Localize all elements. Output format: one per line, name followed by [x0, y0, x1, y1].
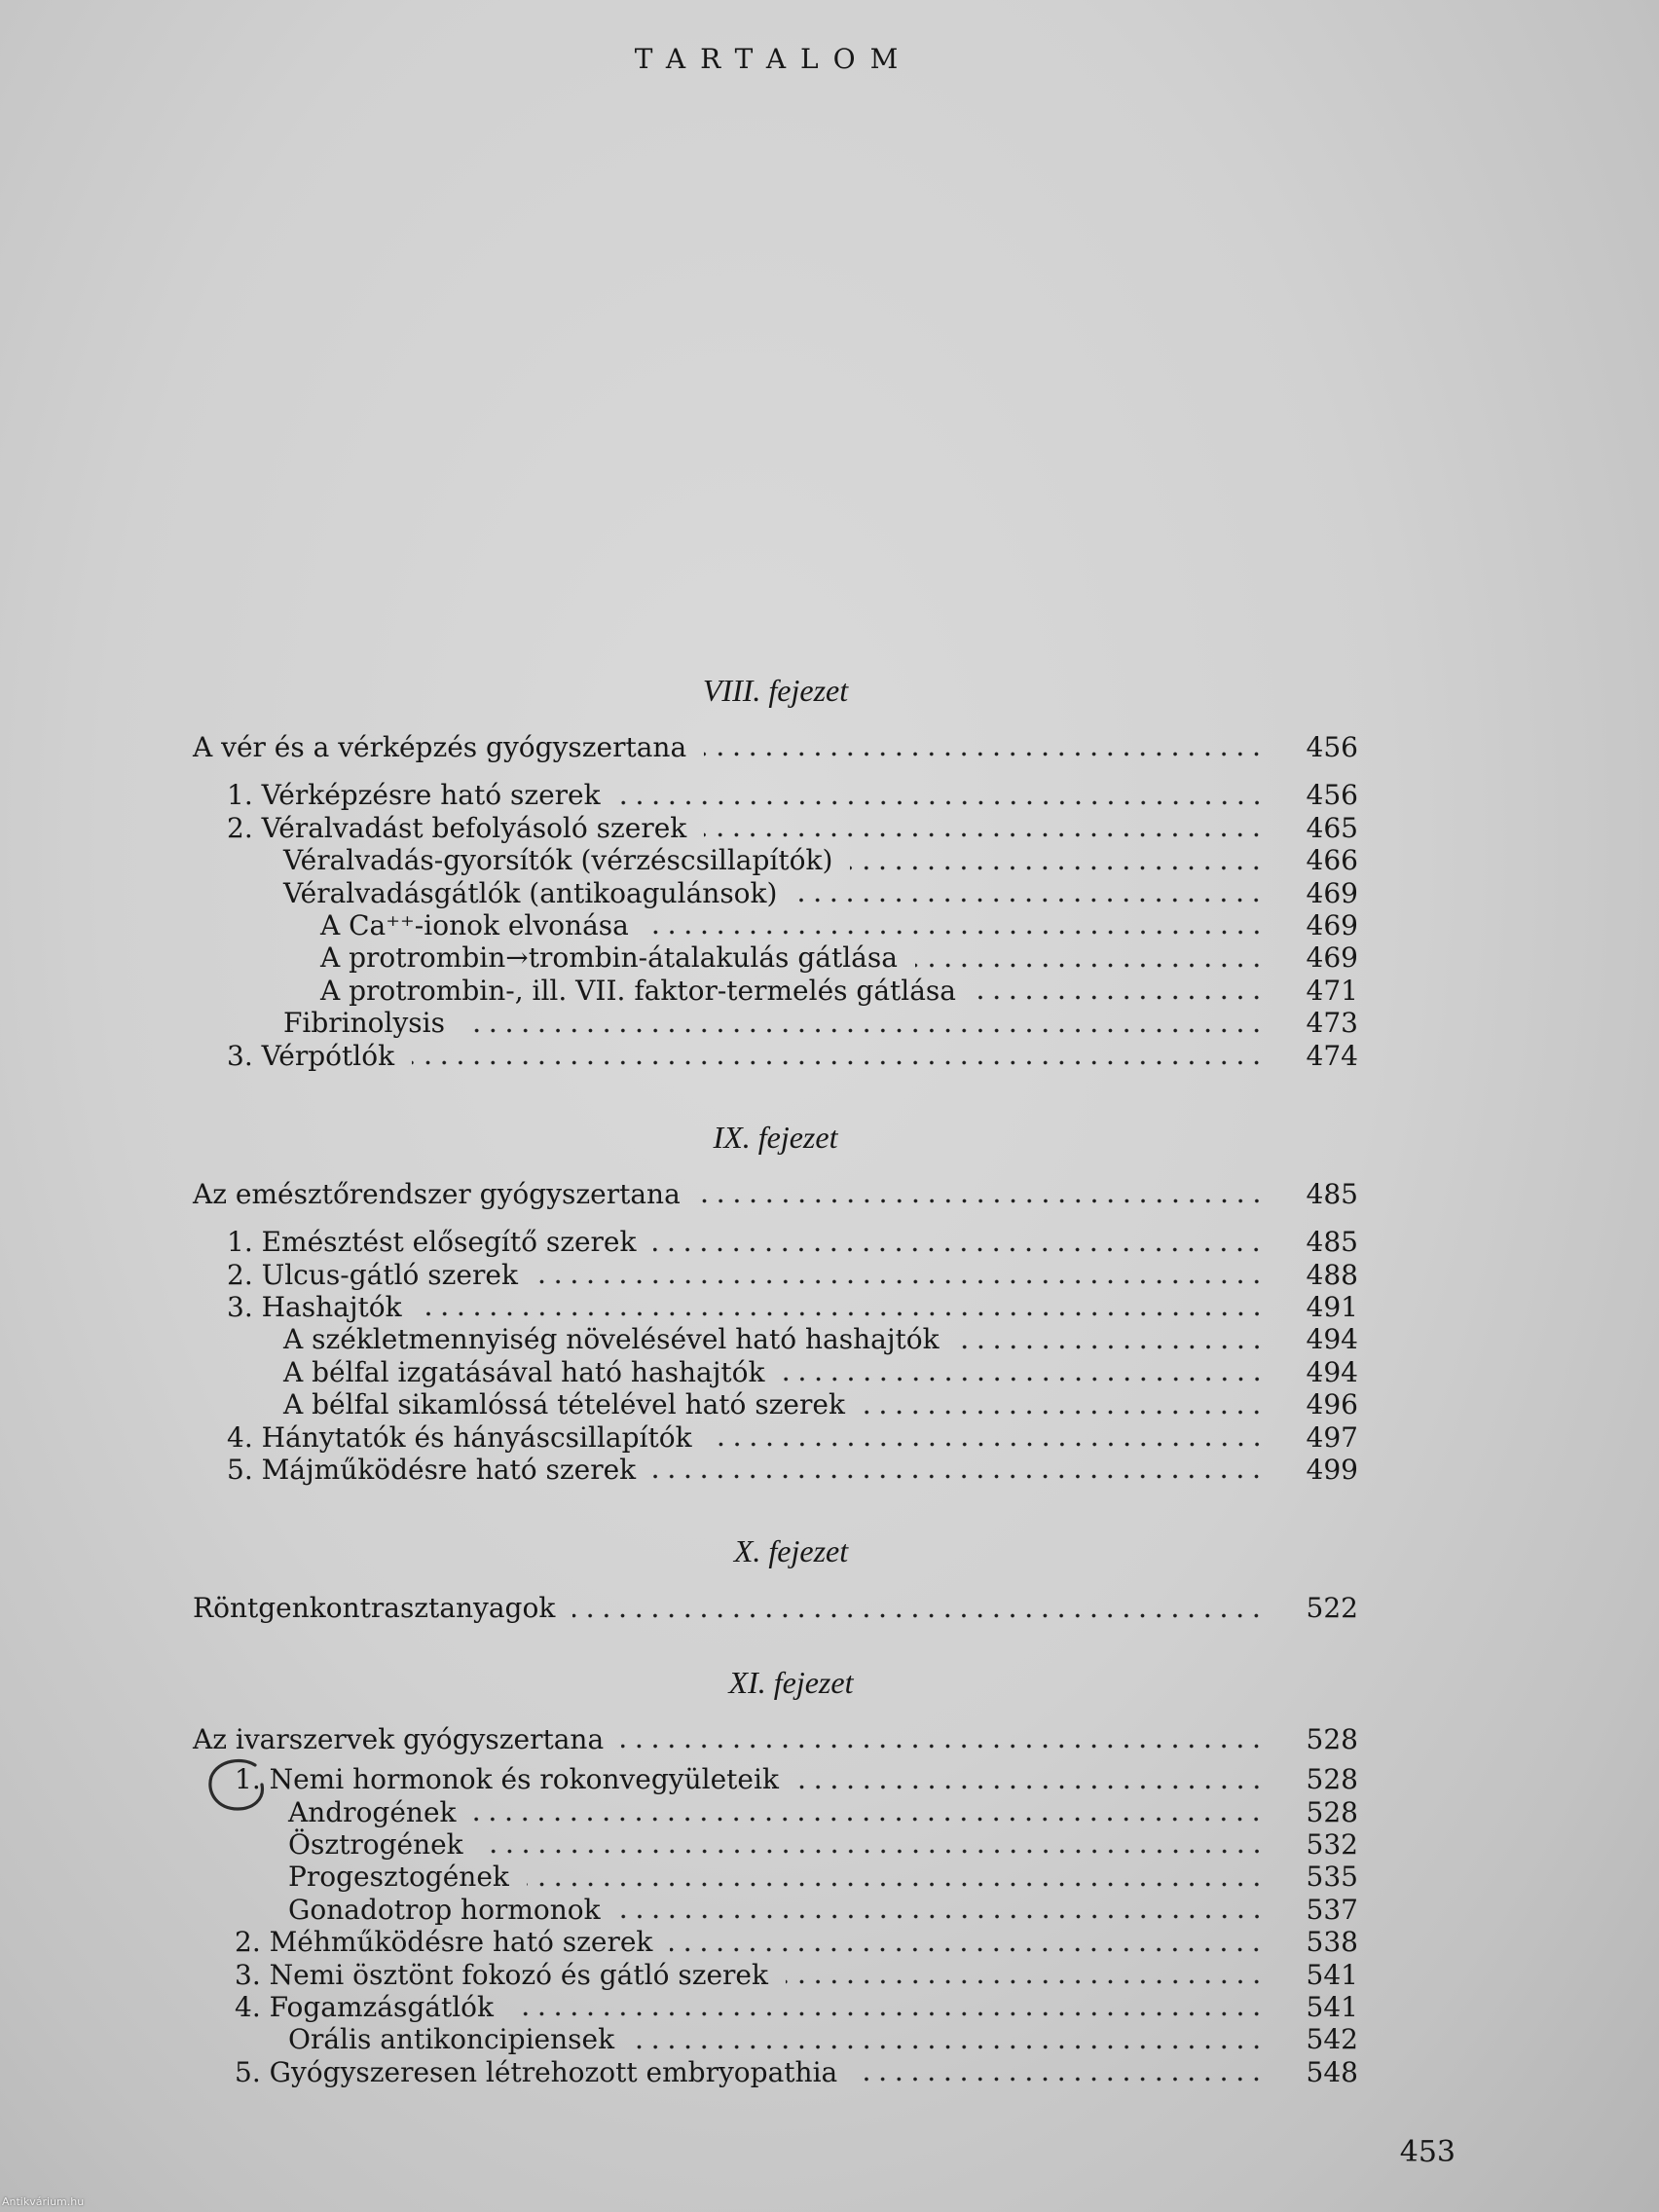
watermark: Antikvárium.hu — [2, 2195, 85, 2208]
toc-entry — [193, 1828, 1358, 1861]
toc-entry-title: A székletmennyiség növelésével ható hashajtók — [283, 1323, 940, 1356]
dot-leader — [473, 1796, 1265, 1828]
page-ref: 494 — [1306, 1355, 1358, 1388]
toc-entry — [193, 1007, 1358, 1039]
page-ref: 497 — [1306, 1420, 1358, 1454]
page-ref: 537 — [1306, 1893, 1358, 1926]
toc-entry-title: 4. Fogamzásgátlók — [235, 1990, 494, 2023]
chapter-title-row — [193, 1723, 1358, 1755]
toc-entry-title: A protrombin-, ill. VII. faktor-termelés gátlása — [320, 974, 956, 1007]
page-ref: 541 — [1306, 1958, 1358, 1991]
dot-leader — [915, 941, 1265, 974]
chapter-title-row — [193, 1592, 1358, 1624]
page-title: TARTALOM — [634, 43, 913, 75]
toc-entry — [193, 1323, 1358, 1355]
chapter-heading: IX. fejezet — [713, 1119, 838, 1155]
dot-leader — [462, 1007, 1265, 1039]
toc-entry-title: Fibrinolysis — [283, 1007, 446, 1040]
dot-leader — [855, 2056, 1265, 2088]
dot-leader — [670, 1926, 1265, 1958]
toc-entry — [193, 941, 1358, 974]
page-ref: 485 — [1306, 1226, 1358, 1259]
toc-entry — [193, 975, 1358, 1007]
toc-entry — [193, 1861, 1358, 1893]
toc-entry — [193, 2056, 1358, 2088]
page-ref: 473 — [1306, 1007, 1358, 1040]
toc-entry — [193, 1291, 1358, 1323]
toc-entry-title: 3. Hashajtók — [227, 1291, 402, 1324]
chapter-title: Az ivarszervek gyógyszertana — [193, 1722, 605, 1755]
page-ref: 541 — [1306, 1990, 1358, 2023]
toc-entry — [193, 844, 1358, 876]
page-ref: 491 — [1306, 1291, 1358, 1324]
toc-entry-title: Progesztogének — [288, 1861, 509, 1894]
dot-leader — [850, 844, 1265, 876]
dot-leader — [535, 1259, 1265, 1291]
page-ref: 528 — [1306, 1763, 1358, 1796]
toc-entry — [193, 1959, 1358, 1991]
dot-leader — [794, 877, 1265, 909]
dot-leader — [572, 1592, 1265, 1624]
toc-entry-title: 2. Méhműködésre ható szerek — [235, 1926, 653, 1959]
toc-entry-title: Ösztrogének — [288, 1827, 463, 1861]
toc-entry-title: 3. Nemi ösztönt fokozó és gátló szerek — [235, 1958, 768, 1991]
toc-entry — [193, 1226, 1358, 1258]
chapter-ix — [193, 1121, 1358, 1487]
chapter-title-row — [193, 1178, 1358, 1210]
toc-entry — [193, 1040, 1358, 1072]
toc-entry — [193, 1454, 1358, 1486]
page-ref: 532 — [1306, 1827, 1358, 1861]
chapter-xi — [193, 1666, 1358, 2088]
chapter-x — [193, 1534, 1358, 1624]
toc-entry — [193, 1763, 1358, 1795]
chapter-heading: VIII. fejezet — [702, 673, 849, 708]
dot-leader — [653, 1226, 1265, 1258]
toc-entry — [193, 1926, 1358, 1958]
page-ref: 496 — [1306, 1388, 1358, 1421]
chapter-title-row — [193, 731, 1358, 763]
toc-entry-title: 5. Gyógyszeresen létrehozott embryopathia — [235, 2055, 838, 2088]
dot-leader — [704, 812, 1265, 844]
dot-leader — [783, 1356, 1266, 1388]
page-ref: 469 — [1306, 941, 1358, 975]
dot-leader — [618, 1894, 1265, 1926]
toc-entry-title: A protrombin→trombin-átalakulás gátlása — [320, 941, 898, 975]
dot-leader — [704, 731, 1265, 763]
page-ref: 466 — [1306, 844, 1358, 877]
toc-entry-title: Véralvadás-gyorsítók (vérzéscsillapítók) — [283, 844, 833, 877]
toc-entry — [193, 1259, 1358, 1291]
toc-entry-title: 2. Ulcus-gátló szerek — [227, 1258, 518, 1291]
toc-entry-title: 1. Vérképzésre ható szerek — [227, 779, 601, 812]
toc-entry — [193, 1421, 1358, 1454]
chapter-title: Röntgenkontrasztanyagok — [193, 1592, 556, 1625]
dot-leader — [957, 1323, 1265, 1355]
toc-entry-title: 2. Véralvadást befolyásoló szerek — [227, 811, 687, 844]
toc-entry — [193, 1356, 1358, 1388]
page-ref: 548 — [1306, 2055, 1358, 2088]
toc-entry-title: A Ca⁺⁺-ionok elvonása — [320, 908, 629, 941]
toc-entry-title: Véralvadásgátlók (antikoagulánsok) — [283, 876, 778, 909]
dot-leader — [786, 1959, 1265, 1991]
page-ref: 471 — [1306, 974, 1358, 1007]
page-ref: 465 — [1306, 811, 1358, 844]
toc-entry — [193, 779, 1358, 811]
toc-entry-title: A bélfal sikamlóssá tételével ható szerek — [283, 1388, 845, 1421]
dot-leader — [412, 1040, 1265, 1072]
page-ref: 469 — [1306, 876, 1358, 909]
page-number: 453 — [1399, 2135, 1456, 2169]
dot-leader — [481, 1828, 1265, 1861]
toc-entry — [193, 877, 1358, 909]
chapter-viii — [193, 674, 1358, 1072]
page-ref: 499 — [1306, 1454, 1358, 1487]
chapter-heading: X. fejezet — [733, 1533, 849, 1569]
toc-entry-title: 5. Májműködésre ható szerek — [227, 1454, 637, 1487]
toc-entry — [193, 1894, 1358, 1926]
dot-leader — [796, 1763, 1265, 1795]
page-ref: 488 — [1306, 1258, 1358, 1291]
toc-entry — [193, 1991, 1358, 2023]
toc-entry-title: 4. Hánytatók és hányáscsillapítók — [227, 1420, 692, 1454]
page-ref: 494 — [1306, 1323, 1358, 1356]
table-of-contents — [193, 674, 1358, 2088]
page-ref: 542 — [1306, 2023, 1358, 2056]
toc-entry-title: Gonadotrop hormonok — [288, 1893, 601, 1926]
page-ref: 485 — [1306, 1177, 1358, 1210]
page-ref: 474 — [1306, 1039, 1358, 1072]
toc-entry-title: 1. Emésztést elősegítő szerek — [227, 1226, 637, 1259]
dot-leader — [646, 909, 1265, 941]
page-ref: 456 — [1306, 779, 1358, 812]
dot-leader — [632, 2023, 1265, 2055]
toc-entry — [193, 2023, 1358, 2055]
page-ref: 528 — [1306, 1722, 1358, 1755]
page-ref: 538 — [1306, 1926, 1358, 1959]
page-ref: 528 — [1306, 1795, 1358, 1828]
toc-entry-title: Androgének — [288, 1795, 457, 1828]
chapter-title: Az emésztőrendszer gyógyszertana — [193, 1177, 681, 1210]
dot-leader — [527, 1861, 1265, 1893]
toc-entry-title: 1. Nemi hormonok és rokonvegyületeik — [235, 1763, 779, 1796]
dot-leader — [618, 779, 1265, 811]
page-ref: 469 — [1306, 908, 1358, 941]
dot-leader — [710, 1421, 1265, 1454]
chapter-heading: XI. fejezet — [728, 1664, 854, 1700]
page-ref: 522 — [1306, 1592, 1358, 1625]
dot-leader — [863, 1388, 1265, 1420]
toc-entry-title: Orális antikoncipiensek — [288, 2023, 615, 2056]
dot-leader — [698, 1178, 1265, 1210]
toc-entry-title: A bélfal izgatásával ható hashajtók — [283, 1355, 765, 1388]
pencil-circle-mark — [199, 1754, 276, 1815]
dot-leader — [420, 1291, 1265, 1323]
dot-leader — [621, 1723, 1265, 1755]
dot-leader — [511, 1991, 1265, 2023]
page-ref: 535 — [1306, 1861, 1358, 1894]
toc-entry — [193, 1388, 1358, 1420]
toc-entry-title: 3. Vérpótlók — [227, 1039, 395, 1072]
toc-entry — [193, 812, 1358, 844]
chapter-title: A vér és a vérképzés gyógyszertana — [193, 731, 687, 763]
dot-leader — [974, 975, 1265, 1007]
toc-entry — [193, 909, 1358, 941]
toc-entry — [193, 1796, 1358, 1828]
dot-leader — [653, 1454, 1265, 1486]
page-ref: 456 — [1306, 731, 1358, 763]
